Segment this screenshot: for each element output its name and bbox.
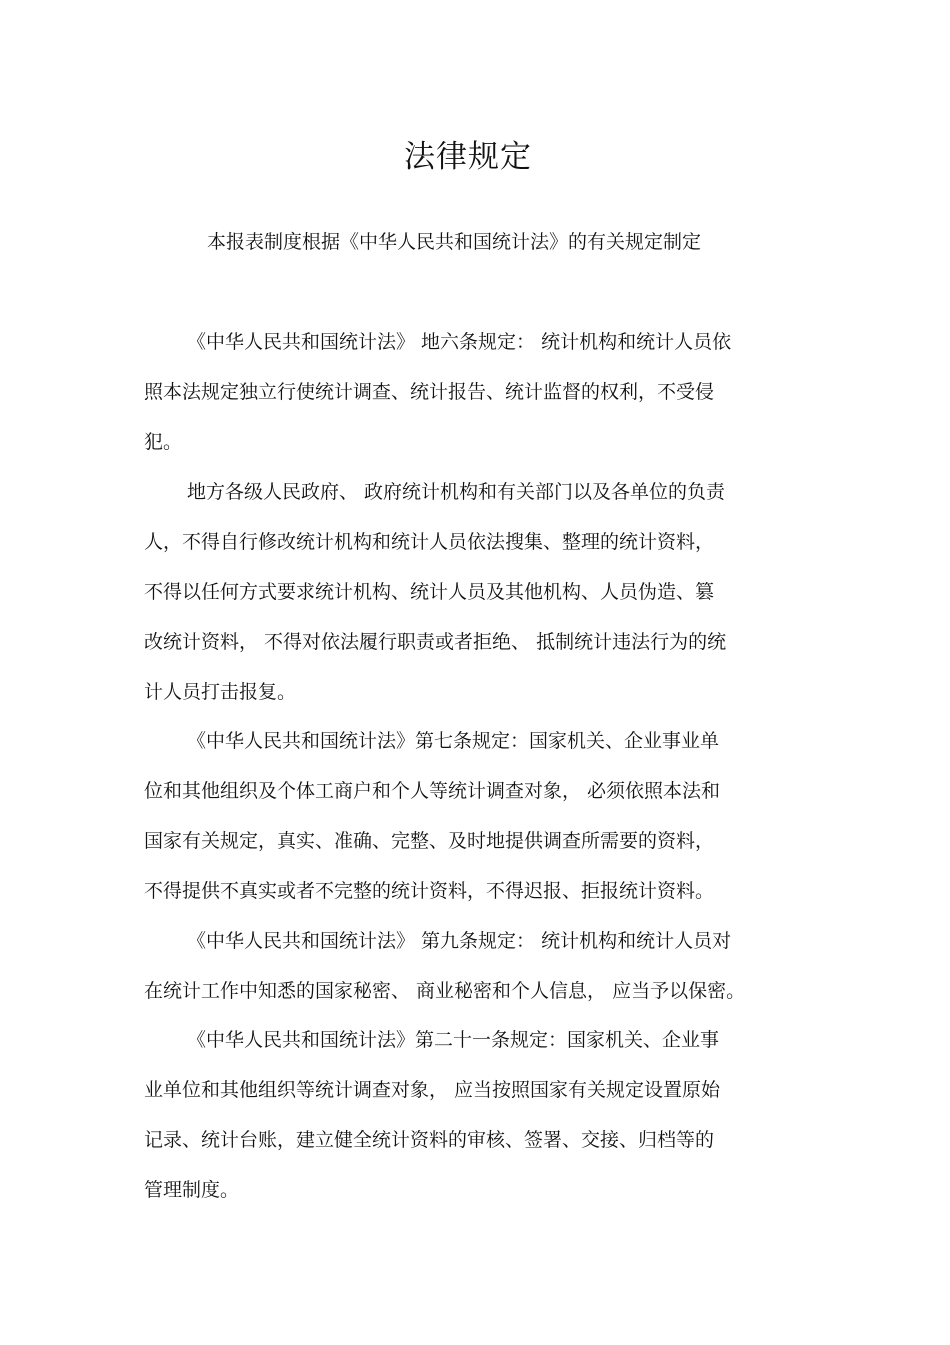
text-line: 《中华人民共和国统计法》 地六条规定： 统计机构和统计人员依 xyxy=(187,331,732,353)
text-line: 记录、统计台账，建立健全统计资料的审核、签署、交接、归档等的 xyxy=(144,1129,715,1151)
text-line: 管理制度。 xyxy=(144,1179,240,1201)
text-line: 照本法规定独立行使统计调查、统计报告、统计监督的权利，不受侵 xyxy=(144,381,715,403)
text-line: 改统计资料， 不得对依法履行职责或者拒绝、 抵制统计违法行为的统 xyxy=(144,631,727,653)
text-line: 犯。 xyxy=(144,431,183,453)
text-line: 在统计工作中知悉的国家秘密、 商业秘密和个人信息， 应当予以保密。 xyxy=(144,980,746,1002)
text-line: 《中华人民共和国统计法》第七条规定：国家机关、企业事业单 xyxy=(187,730,720,752)
text-line: 国家有关规定，真实、准确、完整、及时地提供调查所需要的资料， xyxy=(144,830,715,852)
page-title: 法律规定 xyxy=(404,139,532,175)
text-line: 不得以任何方式要求统计机构、统计人员及其他机构、人员伪造、篡 xyxy=(144,581,715,603)
text-line: 地方各级人民政府、 政府统计机构和有关部门以及各单位的负责 xyxy=(187,481,726,503)
text-line: 计人员打击报复。 xyxy=(144,681,297,703)
text-line: 《中华人民共和国统计法》第二十一条规定：国家机关、企业事 xyxy=(187,1029,720,1051)
text-line: 《中华人民共和国统计法》 第九条规定： 统计机构和统计人员对 xyxy=(187,930,732,952)
text-line: 人，不得自行修改统计机构和统计人员依法搜集、整理的统计资料， xyxy=(144,531,715,553)
text-line: 业单位和其他组织等统计调查对象， 应当按照国家有关规定设置原始 xyxy=(144,1079,721,1101)
text-line: 不得提供不真实或者不完整的统计资料，不得迟报、拒报统计资料。 xyxy=(144,880,715,902)
text-line: 位和其他组织及个体工商户和个人等统计调查对象， 必须依照本法和 xyxy=(144,780,721,802)
page-subtitle: 本报表制度根据《中华人民共和国统计法》的有关规定制定 xyxy=(207,231,702,253)
